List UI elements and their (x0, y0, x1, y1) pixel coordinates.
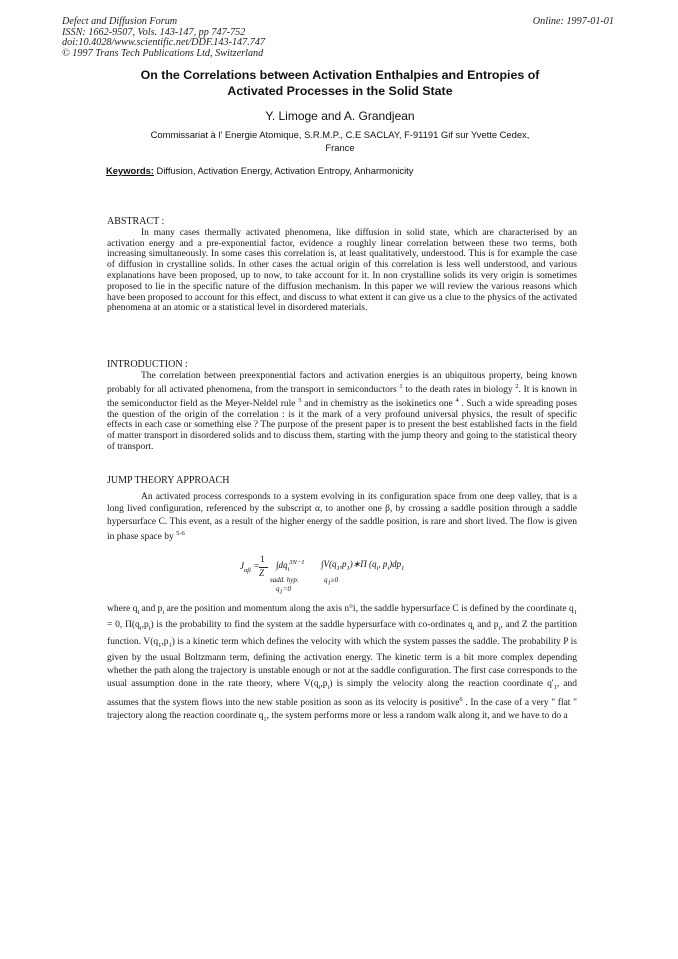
eq-numerator: 1 (260, 554, 265, 564)
explanation-text: where $q_i$ and $p_i$ are the position and momentum along the axis n°i, the saddle hypersurface C is defined by the coordinate $q_1 = 0$, $\Pi(q_i,p_i)$ is the probability to find the system at the saddle hypersurface with co-ordinates $q_i$ and $p_i$, and Z the partition function. $V(q_1,p_1)$ is a kinetic term which defines the velocity with which the system passes the saddle. The probability P is given by the usual Boltzmann term, defining the activation energy. The kinetic term is a bit more complex depending whether the path along the trajectory is unstable enough or not at the saddle configuration. The first case corresponds to the usual assumption done in the rate theory, where $V(q_i,p_i)$ is simply the velocity along the reaction coordinate $q'_1$, and assumes that the system flows into the new stable position as soon as its velocity is positive$^6$ . In the case of a very " flat " trajectory along the reaction coordinate $q_1$, the system performs more or less a random walk along it, and we have to do a (107, 604, 577, 723)
copyright-line: © 1997 Trans Tech Publications Ltd, Switzerland (62, 47, 264, 59)
jump-theory-text (107, 491, 577, 545)
introduction-heading: INTRODUCTION : (107, 359, 188, 370)
eq-integral-2: $\int V(q_1,p_1)∗\Pi$ ($q_i$, $p_i)dp_1$ (321, 559, 405, 572)
issn-line: ISSN: 1662-9507, Vols. 143-147, pp 747-752 (62, 26, 246, 38)
ref-1: 1 (399, 382, 403, 390)
journal-name: Defect and Diffusion Forum (62, 16, 178, 27)
intro-text-5: . Such a wide spreading poses the question of the origin of the correlation : is it the mark of a very profound universal physics, the result of specific effects in each case or something else ? The purpose of the present paper is to present the best established facts in the field of matter transport in disordered solids and to discuss them, starting with the jump theory and going to the statistical theory of transport. (107, 398, 577, 452)
equation-explanation (107, 603, 577, 726)
online-date: Online: 1997-01-01 (532, 16, 614, 27)
ref-3: 3 (298, 396, 302, 404)
intro-text-2: to the death rates in biology (402, 384, 516, 395)
eq-lhs: $J_{\alpha\beta}$ (240, 561, 251, 574)
eq-limit-q1-pos: $q_1\ge 0$ (324, 576, 339, 587)
intro-text-4: and in chemistry as the isokinetics one (301, 398, 456, 409)
eq-limit-q1-zero: $q_1=0$ (276, 585, 291, 596)
introduction-section (107, 360, 577, 453)
jump-text: An activated process corresponds to a system evolving in its configuration space from one deep valley, that is a long lived configuration, referenced by the subscript α, to another one β, by crossing a saddle position through a saddle hypersurface C. This event, as a result of the higher energy of the saddle position, is rare and short lived. The flow is given in phase space by (107, 491, 577, 543)
abstract-text: In many cases thermally activated phenomena, like diffusion in solid state, which are characterised by an activation energy and a pre-exponential factor, evidence a roughly linear correlation between these two terms, both increasing simultaneously. In some cases this correlation is, at least qualitatively, understood. This is for example the case of diffusion in crystalline solids. In other cases the actual origin of this correlation is less well understood, and various explanations have been proposed, up to now, to take account for it. In non crystalline solids its very origin is sometimes proposed to lie in the specific nature of the diffusion mechanism. In this paper we will review the various reasons which have been proposed to account for this effect, and discuss to what extent it can give us a clue to the physics of the activated phenomena at an atomic or a statistical level in disordered materials. (107, 227, 577, 314)
journal-header (62, 17, 265, 59)
affiliation-line-2: France (325, 142, 355, 153)
flux-equation (240, 551, 540, 601)
eq-denominator: Z (259, 568, 265, 578)
eq-limit-saddle: sadd. hyp. (270, 576, 299, 584)
authors: Y. Limoge and A. Grandjean (265, 109, 415, 123)
eq-integral-1: $\int dq_i^{3N-1}$ (276, 559, 305, 573)
intro-text-1: The correlation between preexponential factors and activation energies is an ubiquitous property, being known probably for all activated phenomena, from the transport in semiconductors (107, 370, 577, 395)
eq-equals: = (254, 561, 260, 571)
affiliation (95, 128, 585, 154)
introduction-text (107, 371, 577, 453)
title-line-2: Activated Processes in the Solid State (227, 84, 453, 98)
keywords (106, 165, 413, 176)
keywords-label: Keywords: (106, 165, 154, 176)
affiliation-line-1: Commissariat à l' Energie Atomique, S.R.M.P., C.E SACLAY, F-91191 Gif sur Yvette Cedex, (150, 129, 530, 140)
ref-2: 2 (515, 382, 519, 390)
keywords-text: Diffusion, Activation Energy, Activation Entropy, Anharmonicity (156, 165, 414, 176)
intro-text-3: . It is known in the semiconductor field as the Meyer-Neldel rule (107, 384, 577, 409)
jump-theory-section (107, 475, 577, 544)
abstract-heading: ABSTRACT : (107, 216, 165, 227)
jump-theory-heading: JUMP THEORY APPROACH (107, 475, 230, 486)
title-line-1: On the Correlations between Activation Enthalpies and Entropies of (140, 68, 540, 82)
paper-title (60, 67, 620, 99)
abstract-section (107, 217, 577, 314)
ref-4: 4 (455, 396, 459, 404)
ref-5-6: 5-6 (176, 530, 185, 538)
doi-line: doi:10.4028/www.scientific.net/DDF.143-147.747 (62, 37, 266, 49)
